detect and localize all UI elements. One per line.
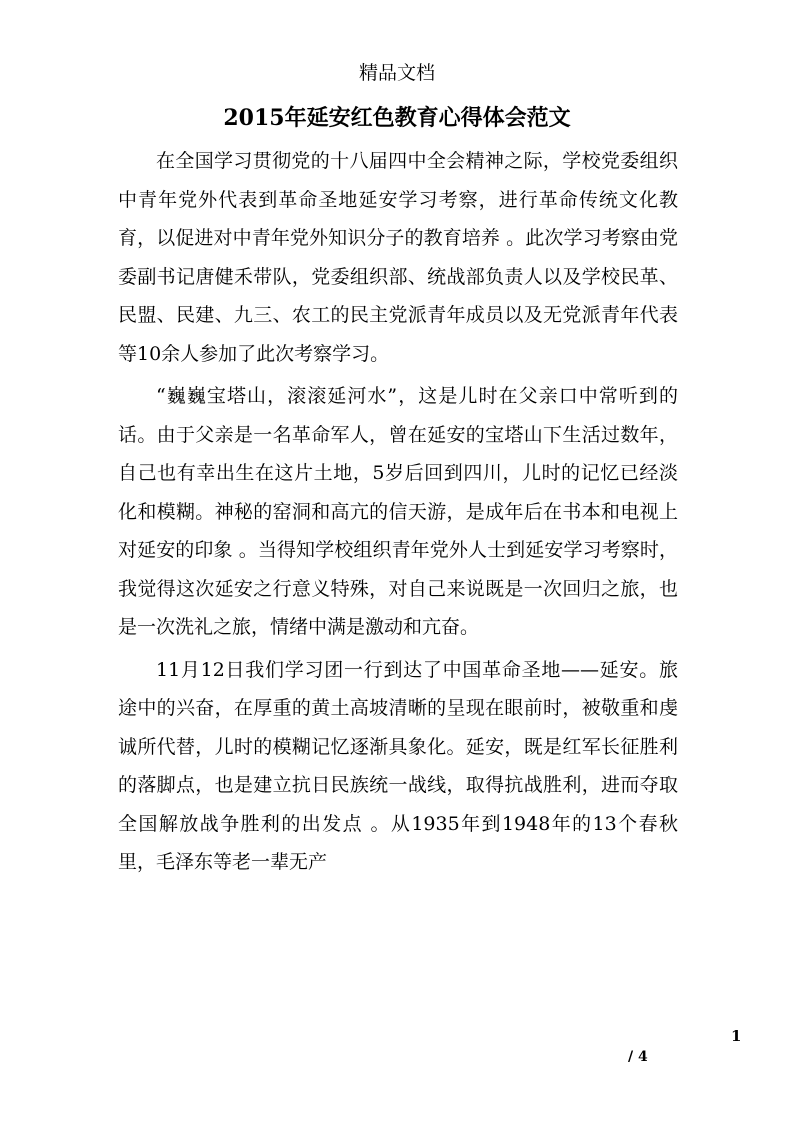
document-title: 2015年延安红色教育心得体会范文: [223, 105, 571, 131]
page-number: 1: [731, 1027, 742, 1045]
paragraph-1: 在全国学习贯彻党的十八届四中全会精神之际，学校党委组织中青年党外代表到革命圣地延安学习考察，进行革命传统文化教育，以促进对中青年党外知识分子的教育培养 。此次学习考察由党委副书记唐健禾带队，党委组织部、统战部负责人以及学校民革、民盟、民建、九三、农工的民主党派青年成员以及无党派青年代表等10余人参加了此次考察学习。: [118, 150, 678, 365]
paragraph-2: “巍巍宝塔山，滚滚延河水”，这是儿时在父亲口中常听到的话。由于父亲是一名革命军人，曾在延安的宝塔山下生活过数年，自己也有幸出生在这片土地，5岁后回到四川，儿时的记忆已经淡化和模糊。神秘的窑洞和高亢的信天游，是成年后在书本和电视上对延安的印象 。当得知学校组织青年党外人士到延安学习考察时，我觉得这次延安之行意义特殊，对自己来说既是一次回归之旅，也是一次洗礼之旅，情绪中满是激动和亢奋。: [118, 385, 678, 638]
page-total: / 4: [628, 1049, 648, 1065]
document-body: [118, 142, 678, 886]
document-header: 精品文档: [358, 62, 435, 84]
paragraph-3: 11月12日我们学习团一行到达了中国革命圣地——延安。旅途中的兴奋，在厚重的黄土高坡清晰的呈现在眼前时，被敬重和虔诚所代替，儿时的模糊记忆逐渐具象化。延安，既是红军长征胜利的落脚点，也是建立抗日民族统一战线，取得抗战胜利，进而夺取全国解放战争胜利的出发点 。从1935年到1948年的13个春秋里，毛泽东等老一辈无产: [118, 658, 678, 873]
